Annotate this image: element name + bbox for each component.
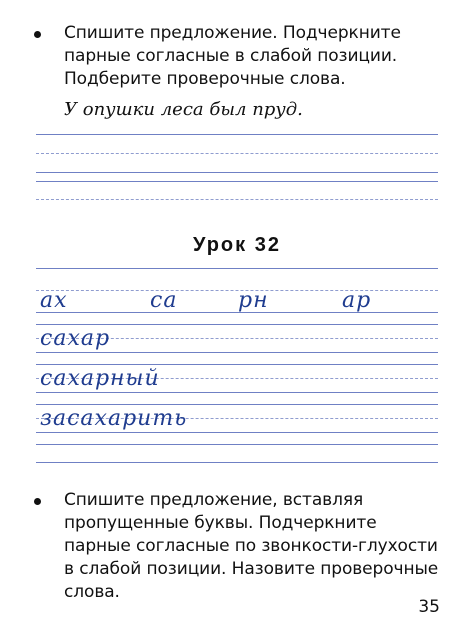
cursive-word: сахарный [40, 366, 160, 391]
writing-rule [36, 312, 438, 313]
task-2 [34, 489, 444, 604]
writing-rule [36, 199, 438, 200]
writing-rule [36, 392, 438, 393]
cursive-word: засахарить [40, 406, 188, 431]
writing-rule [36, 404, 438, 405]
cursive-word: сахар [40, 326, 111, 351]
task-2-text: Спишите предложение, вставляя пропущенные буквы. Подчеркните парные согласные по звонкости-глухости в слабой позиции. Назовите проверочные слова. [64, 490, 439, 602]
writing-rule [36, 462, 438, 463]
bullet-icon [34, 31, 41, 38]
writing-rule [36, 432, 438, 433]
writing-rule [36, 153, 438, 154]
lesson-title: Урок 32 [193, 234, 281, 256]
writing-rule [36, 172, 438, 173]
example-sentence: У опушки леса был пруд. [64, 99, 303, 120]
bullet-icon [34, 498, 41, 505]
cursive-syllable: ах [40, 288, 68, 313]
writing-rule [36, 268, 438, 269]
cursive-syllable: са [150, 288, 178, 313]
writing-rule [36, 444, 438, 445]
page-number: 35 [418, 597, 440, 617]
writing-rule [36, 364, 438, 365]
cursive-syllable: ар [342, 288, 372, 313]
writing-rule [36, 352, 438, 353]
writing-rule [36, 290, 438, 291]
writing-rule [36, 181, 438, 182]
task-1-text: Спишите предложение. Подчеркните парные согласные в слабой позиции. Подберите проверочные слова. [64, 23, 401, 89]
cursive-syllable: рн [238, 288, 269, 313]
writing-rule [36, 134, 438, 135]
task-1 [34, 22, 444, 91]
writing-rule [36, 324, 438, 325]
